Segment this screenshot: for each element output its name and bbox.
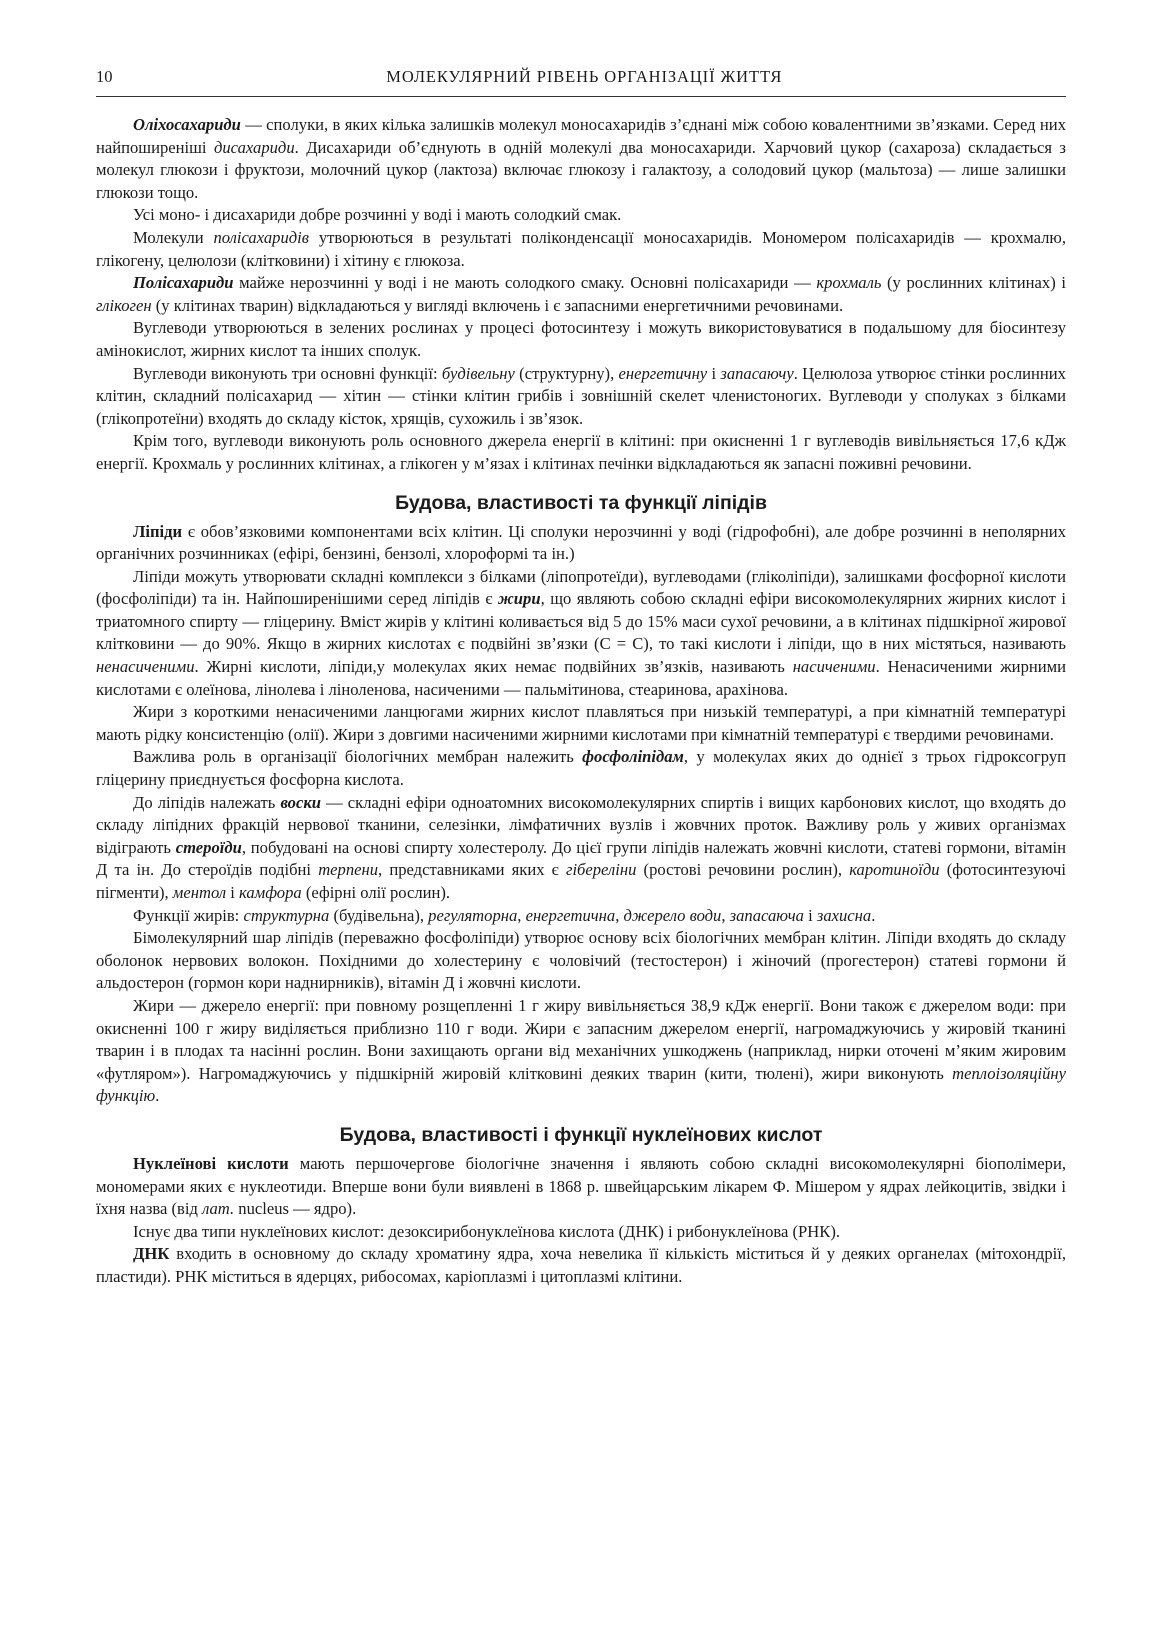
term-oligosaccharides: Оліхосахариди — [133, 115, 241, 134]
term-carotenoids: каротиноїди — [849, 860, 940, 880]
term-storage-fn: запасаюча — [729, 905, 804, 925]
term-disaccharides: дисахариди — [213, 137, 295, 157]
paragraph-dna-location: ДНК входить в основному до складу хроматину ядра, хоча невелика її кількість міститься й у деяких органелах (мітохондрії, пластиди). РНК міститься в ядерцях, рибосомах, каріоплазмі і цитоплазмі клітини. — [96, 1244, 1066, 1286]
page — [96, 66, 1066, 1289]
term-gibberellins: гібереліни — [565, 860, 637, 880]
paragraph-lipids-intro: Ліпіди є обов’язковими компонентами всіх клітин. Ці сполуки нерозчинні у воді (гідрофобні), але добре розчинні в неполярних органічних розчинниках (ефірі, бензині, бензолі, хлороформі та ін.) — [96, 521, 1066, 564]
running-header — [96, 66, 1066, 97]
term-fats: жири — [498, 589, 541, 609]
term-waxes: воски — [280, 792, 321, 812]
term-protective: захисна — [816, 905, 872, 925]
paragraph-carbs-functions: Вуглеводи виконують три основні функції: будівельну (структурну), енергетичну і запасаючу. Целюлоза утворює стінки рослинних клітин, складний полісахарид — хітин — стінки клітин грибів і зовнішній скелет членистоногих. Вуглеводи у сполуках з білками (глікопротеїни) входять до складу кісток, хрящів, сухожиль і зв’язок. — [96, 363, 1066, 428]
term-regulatory: регуляторна — [428, 905, 518, 925]
term-phospholipids: фосфоліпідам — [582, 747, 684, 767]
term-steroids: стероїди — [175, 837, 242, 857]
term-camphor: камфора — [239, 883, 302, 902]
term-nucleic-acids: Нуклеїнові кислоти — [133, 1153, 289, 1173]
term-storage: запасаючу — [720, 363, 794, 383]
term-terpenes: терпени — [318, 860, 379, 880]
term-saturated: насиченими — [792, 657, 876, 677]
paragraph-fats-melting: Жири з короткими ненасиченими ланцюгами жирних кислот плавляться при низькій температурі, а при кімнатній температурі мають рідку консистенцію (олії). Жири з довгими насиченими жирними кислотами при кімнатній температурі є твердими речовинами. — [96, 702, 1066, 744]
page-number: 10 — [96, 67, 113, 86]
page-body — [96, 114, 1066, 1289]
paragraph-phospholipids: Важлива роль в організації біологічних мембран належить фосфоліпідам, у молекулах яких до однієї з трьох гідроксогруп гліцерину приєднується фосфорна кислота. — [96, 747, 1066, 790]
paragraph-nucleic-types: Існує два типи нуклеїнових кислот: дезоксирибонуклеїнова кислота (ДНК) і рибонуклеїнова (РНК). — [133, 1221, 841, 1241]
paragraph-fats-energy: Жири — джерело енергії: при повному розщепленні 1 г жиру вивільняється 38,9 кДж енергії. Вони також є джерелом води: при окисненні 100 г жиру виділяється приблизно 110 г води. Жири є запасним джерелом енергії, нагромаджуючись у жировій тканині тварин і в плодах та насінні рослин. Вони захищають органи від механічних ушкоджень (наприклад, нирки оточені м’яким жировим «футляром»). Нагромаджуючись у підшкірній жировій клітковині деяких тварин (кити, тюлені), жири виконують теплоізоляційну функцію. — [96, 995, 1066, 1106]
term-structural-fn: структурна — [243, 905, 330, 925]
paragraph-polysaccharides-formation: Молекули полісахаридів утворюються в результаті поліконденсації моносахаридів. Мономером полісахаридів — крохмалю, глікогену, целюлози (клітковини) і хітину є глюкоза. — [96, 227, 1066, 270]
term-dna: ДНК — [133, 1244, 170, 1264]
paragraph-oligosaccharides: Оліхосахариди — сполуки, в яких кілька залишків молекул моносахаридів з’єднані між собою ковалентними зв’язками. Серед них найпоширеніші дисахариди. Дисахариди об’єднують в одній молекулі два моносахариди. Харчовий цукор (сахароза) складається з молекул глюкози і фруктози, молочний цукор (лактоза) включає глюкозу і галактозу, а солодовий цукор (мальтоза) — лише залишки глюкози тощо. — [96, 115, 1066, 202]
term-structural: будівельну — [441, 363, 515, 383]
paragraph-bilayer: Бімолекулярний шар ліпідів (переважно фосфоліпіди) утворює основу всіх біологічних мембран клітин. Ліпіди входять до складу оболонок нервових волокон. Похідними до холестерину є чоловічий (тестостерон) і жіночий (прогестерон) статеві гормони й альдостерон (гормон кори наднирників), вітамін Д і жовчні кислоти. — [96, 928, 1066, 993]
section-heading-nucleic-acids: Будова, властивості і функції нуклеїнових кислот — [339, 1123, 823, 1146]
term-polysaccharides-bold: Полісахариди — [133, 273, 234, 293]
term-unsaturated: ненасиченими — [96, 657, 195, 677]
term-energetic: енергетичну — [618, 363, 708, 383]
paragraph-lipids-complexes: Ліпіди можуть утворювати складні комплекси з білками (ліпопротеїди), вуглеводами (гліколіпіди), залишками фосфорної кислоти (фосфоліпіди) та ін. Найпоширенішими серед ліпідів є жири, що являють собою складні ефіри високомолекулярних жирних кислот і триатомного спирту — гліцерину. Вміст жирів у клітині коливається від 5 до 15% маси сухої речовини, а в клітинах підшкірної жирової клітковини — до 90%. Якщо в жирних кислотах є подвійні зв’язки (С = С), то такі кислоти і ліпіди, що в них містяться, називають ненасиченими. Жирні кислоти, ліпіди,у молекулах яких немає подвійних зв’язків, називають насиченими. Ненасиченими жирними кислотами є олеїнова, лінолева і ліноленова, насиченими — пальмітинова, стеаринова, арахінова. — [96, 566, 1067, 699]
section-heading-lipids: Будова, властивості та функції ліпідів — [395, 491, 767, 514]
paragraph-mono-di-solubility: Усі моно- і дисахариди добре розчинні у воді і мають солодкий смак. — [133, 205, 622, 225]
term-energetic-fn: енергетична — [525, 905, 616, 925]
paragraph-polysaccharides-properties: Полісахариди майже нерозчинні у воді і не мають солодкого смаку. Основні полісахариди — крохмаль (у рослинних клітинах) і глікоген (у клітинах тварин) відкладаються у вигляді включень і є запасними енергетичними речовинами. — [96, 273, 1066, 315]
term-menthol: ментол — [172, 883, 227, 902]
term-water-source: джерело води — [623, 905, 722, 925]
paragraph-carbs-photosynthesis: Вуглеводи утворюються в зелених рослинах у процесі фотосинтезу і можуть використовуватися в подальшому для біосинтезу амінокислот, жирних кислот та інших сполук. — [96, 318, 1066, 360]
term-lipids: Ліпіди — [133, 521, 183, 541]
paragraph-waxes-steroids: До ліпідів належать воски — складні ефіри одноатомних високомолекулярних спиртів і вищих карбонових кислот, що входять до складу ліпідних фракцій нервової тканини, селезінки, лімфатичних вузлів і жовчних проток. Важливу роль у живих організмах відіграють стероїди, побудовані на основі спирту холестеролу. До цієї групи ліпідів належать жовчні кислоти, статеві гормони, вітамін Д та ін. До стероїдів подібні терпени, представниками яких є гібереліни (ростові речовини рослин), каротиноїди (фотосинтезуючі пігменти), ментол і камфора (ефірні олії рослин). — [96, 792, 1067, 902]
term-glycogen: глікоген — [96, 295, 152, 315]
paragraph-nucleic-intro: Нуклеїнові кислоти мають першочергове біологічне значення і являють собою складні високомолекулярні біополімери, мономерами яких є нуклеотиди. Вперше вони були виявлені в 1868 р. швейцарським лікарем Ф. Мішером у ядрах лейкоцитів, звідки і їхня назва (від лат. nucleus — ядро). — [96, 1153, 1066, 1219]
paragraph-carbs-energy: Крім того, вуглеводи виконують роль основного джерела енергії в клітині: при окисненні 1 г вуглеводів вивільняється 17,6 кДж енергії. Крохмаль у рослинних клітинах, а глікоген у м’язах і клітинах печінки відкладаються як запасні поживні речовини. — [96, 431, 1066, 473]
term-polysaccharides: полісахаридів — [213, 227, 309, 247]
term-starch: крохмаль — [816, 273, 882, 293]
term-latin-abbr: лат. — [202, 1199, 235, 1219]
running-title: МОЛЕКУЛЯРНИЙ РІВЕНЬ ОРГАНІЗАЦІЇ ЖИТТЯ — [386, 67, 783, 86]
paragraph-fat-functions: Функції жирів: структурна (будівельна), регуляторна, енергетична, джерело води, запасаюча і захисна. — [133, 905, 876, 925]
term-thermal-insulation: теплоізоляційну функцію — [96, 1063, 1066, 1106]
